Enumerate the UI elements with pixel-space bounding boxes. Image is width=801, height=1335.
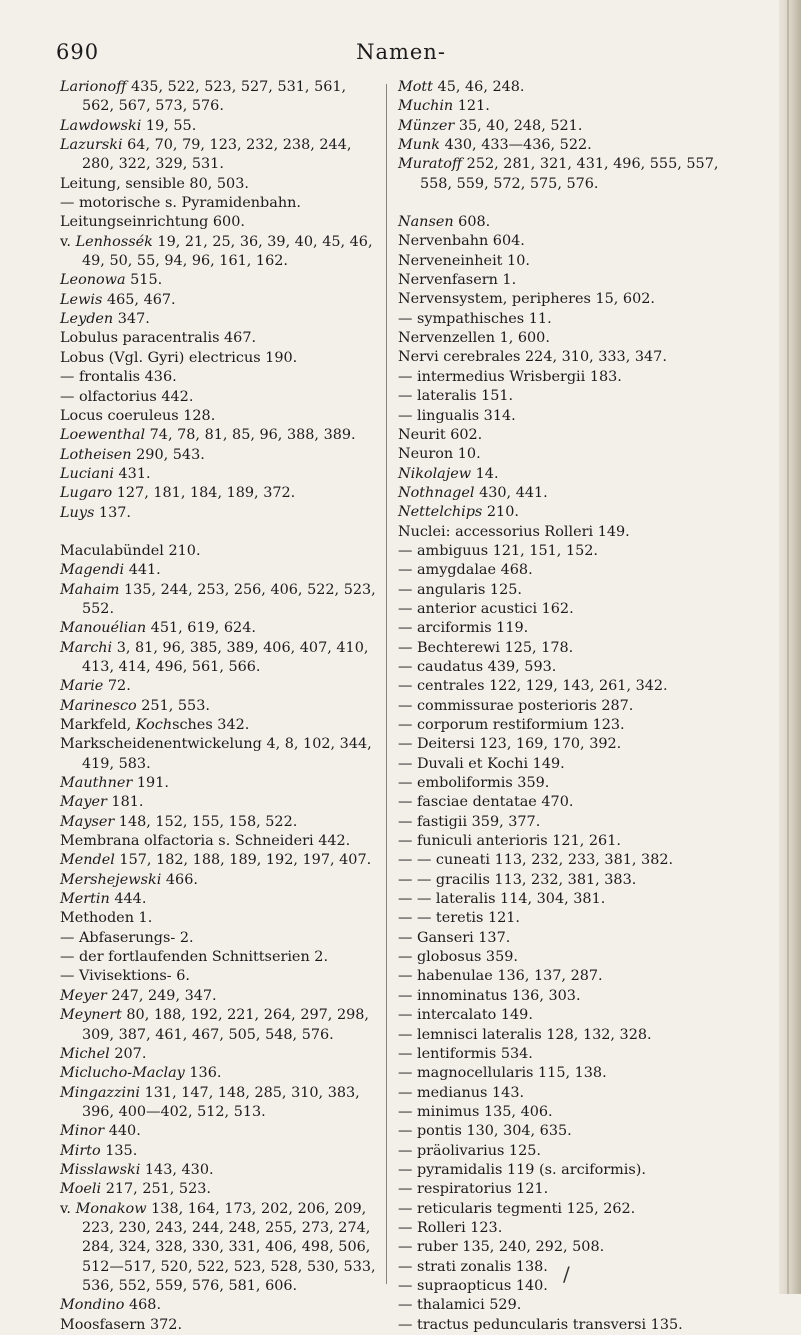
index-entry: [60, 639, 382, 678]
entry-text: Nervenbahn 604.: [398, 233, 525, 250]
entry-text: — emboliformis 359.: [398, 775, 550, 792]
entry-text: v.: [60, 1200, 76, 1217]
index-entry: [398, 929, 744, 948]
entry-text: Lobus (Vgl. Gyri) electricus 190.: [60, 349, 298, 366]
entry-text: 251, 553.: [136, 697, 210, 714]
index-entry: [398, 1316, 744, 1335]
index-entry: [60, 1084, 382, 1123]
entry-text: — minimus 135, 406.: [398, 1103, 553, 1120]
index-entry: [398, 909, 744, 928]
index-entry: [398, 1161, 744, 1180]
entry-name: Moeli: [60, 1181, 102, 1198]
entry-name: Lugaro: [60, 485, 113, 502]
entry-text: 247, 249, 347.: [106, 987, 217, 1004]
entry-text: 3, 81, 96, 385, 389, 406, 407, 410, 413, 414, 496, 561, 566.: [82, 639, 369, 675]
entry-text: — intermedius Wrisbergii 183.: [398, 368, 622, 385]
entry-name: Marchi: [60, 639, 113, 656]
index-entry: [398, 813, 744, 832]
entry-text: — pontis 130, 304, 635.: [398, 1123, 572, 1140]
index-entry: [398, 155, 744, 194]
index-entry: [398, 716, 744, 735]
index-entry: [60, 1064, 382, 1083]
index-entry: [398, 484, 744, 503]
entry-text: — innominatus 136, 303.: [398, 987, 581, 1004]
index-entry: [60, 291, 382, 310]
entry-name: Nansen: [398, 214, 454, 231]
index-entry: [60, 465, 382, 484]
index-entry: [398, 1045, 744, 1064]
index-entry: [60, 909, 382, 928]
entry-text: 72.: [103, 678, 131, 695]
entry-text: — centrales 122, 129, 143, 261, 342.: [398, 678, 668, 695]
index-entry: [398, 967, 744, 986]
index-entry: [398, 851, 744, 870]
entry-text: 430, 433—436, 522.: [440, 137, 592, 154]
entry-name: Magendi: [60, 562, 125, 579]
entry-text: 468.: [124, 1297, 162, 1314]
entry-text: — arciformis 119.: [398, 620, 529, 637]
index-entry: [398, 890, 744, 909]
entry-text: 45, 46, 248.: [432, 79, 525, 95]
entry-text: 431.: [113, 465, 151, 482]
index-entry: [398, 697, 744, 716]
entry-text: — ruber 135, 240, 292, 508.: [398, 1239, 605, 1256]
entry-name: Nettelchips: [398, 504, 483, 521]
index-entry: [60, 697, 382, 716]
entry-text: 217, 251, 523.: [101, 1181, 211, 1198]
entry-text: 252, 281, 321, 431, 496, 555, 557, 558, 559, 572, 575, 576.: [420, 156, 719, 192]
entry-text: 430, 441.: [474, 484, 548, 501]
index-entry: [60, 735, 382, 774]
entry-name: Monakow: [75, 1200, 147, 1217]
entry-text: Neurit 602.: [398, 426, 483, 443]
index-entry: [60, 1006, 382, 1045]
entry-text: 135.: [100, 1142, 138, 1159]
entry-name: Munk: [398, 137, 440, 154]
index-entry: [398, 677, 744, 696]
entry-name: Lazurski: [60, 137, 123, 154]
index-entry: [60, 890, 382, 909]
index-entry: [398, 793, 744, 812]
entry-text: 347.: [113, 311, 150, 328]
index-entry: [60, 368, 382, 387]
index-entry: [398, 503, 744, 522]
entry-name: Lewis: [60, 291, 103, 308]
index-entry: [60, 1161, 382, 1180]
index-entry: [398, 658, 744, 677]
entry-name: Larionoff: [60, 79, 127, 95]
index-entry: [60, 929, 382, 948]
index-entry: [398, 1084, 744, 1103]
entry-name: Meyer: [60, 987, 107, 1004]
index-entry: [60, 1296, 382, 1315]
index-entry: [60, 504, 382, 523]
entry-text: — globosus 359.: [398, 949, 518, 966]
entry-name: Marinesco: [60, 697, 137, 714]
entry-text: — — gracilis 113, 232, 381, 383.: [398, 871, 637, 888]
index-entry: [60, 987, 382, 1006]
index-entry: [60, 813, 382, 832]
entry-text: 64, 70, 79, 123, 232, 238, 244, 280, 322, 329, 531.: [82, 137, 352, 173]
entry-name: Mershejewski: [60, 871, 162, 888]
entry-text: — — lateralis 114, 304, 381.: [398, 891, 606, 908]
entry-text: — der fortlaufenden Schnittserien 2.: [60, 949, 329, 966]
index-entry: [60, 542, 382, 561]
entry-name: Mahaim: [60, 581, 120, 598]
entry-text: — lingualis 314.: [398, 407, 516, 424]
entry-text: Locus coeruleus 128.: [60, 407, 216, 424]
entry-text: Nervenfasern 1.: [398, 272, 517, 289]
index-entry: [398, 348, 744, 367]
entry-name: Mayer: [60, 794, 107, 811]
index-entry: [60, 1316, 382, 1335]
index-entry: [60, 851, 382, 870]
entry-text: 290, 543.: [131, 446, 205, 463]
entry-text: — sympathisches 11.: [398, 310, 552, 327]
index-entry: [398, 871, 744, 890]
index-column-right: [398, 78, 744, 1335]
entry-text: Neuron 10.: [398, 446, 481, 463]
index-entry: [60, 793, 382, 812]
entry-text: Nervenzellen 1, 600.: [398, 330, 550, 347]
entry-text: — motorische s. Pyramidenbahn.: [60, 195, 301, 212]
index-entry: [398, 1238, 744, 1257]
footer-mark: /: [563, 1262, 570, 1286]
index-entry: [398, 78, 744, 97]
index-entry: [60, 175, 382, 194]
index-entry: [398, 426, 744, 445]
index-entry: [398, 1142, 744, 1161]
entry-text: sches 342.: [172, 717, 250, 733]
entry-text: 35, 40, 248, 521.: [454, 117, 583, 134]
entry-name: Manouélian: [60, 620, 147, 637]
entry-name: Mirto: [60, 1142, 101, 1159]
entry-text: Leitungseinrichtung 600.: [60, 214, 245, 231]
entry-text: — Abfaserungs- 2.: [60, 929, 194, 946]
index-entry: [398, 1064, 744, 1083]
entry-text: — Ganseri 137.: [398, 929, 511, 946]
entry-text: 210.: [482, 504, 519, 521]
entry-text: Membrana olfactoria s. Schneideri 442.: [60, 833, 351, 850]
entry-text: — commissurae posterioris 287.: [398, 697, 634, 714]
index-entry: [60, 388, 382, 407]
entry-name: Meynert: [60, 1007, 122, 1024]
entry-text: Markscheidenentwickelung 4, 8, 102, 344, 419, 583.: [60, 736, 372, 772]
entry-text: 440.: [104, 1123, 141, 1140]
entry-name: Mauthner: [60, 775, 133, 792]
entry-text: 131, 147, 148, 285, 310, 383, 396, 400—402, 512, 513.: [82, 1084, 360, 1120]
entry-text: — intercalato 149.: [398, 1007, 533, 1024]
entry-text: 466.: [161, 871, 198, 888]
entry-text: — supraopticus 140.: [398, 1277, 548, 1294]
index-entry: [398, 735, 744, 754]
index-entry: [60, 194, 382, 213]
index-entry: [398, 136, 744, 155]
index-entry: [60, 233, 382, 272]
entry-text: 191.: [132, 775, 169, 792]
entry-name: Mayser: [60, 813, 115, 830]
entry-text: — präolivarius 125.: [398, 1142, 541, 1159]
entry-text: v.: [60, 233, 76, 250]
entry-text: 435, 522, 523, 527, 531, 561, 562, 567, 573, 576.: [82, 79, 347, 115]
entry-name: Mendel: [60, 852, 115, 869]
index-entry: [60, 136, 382, 175]
entry-text: Maculabündel 210.: [60, 542, 201, 559]
entry-text: — frontalis 436.: [60, 369, 177, 386]
entry-name: Luciani: [60, 465, 114, 482]
index-column-left: [60, 78, 382, 1335]
entry-text: — funiculi anterioris 121, 261.: [398, 833, 621, 850]
page-edge: [779, 0, 801, 1294]
entry-text: — Bechterewi 125, 178.: [398, 639, 574, 656]
index-entry: [398, 1103, 744, 1122]
entry-text: Leitung, sensible 80, 503.: [60, 175, 249, 192]
entry-text: — amygdalae 468.: [398, 562, 533, 579]
entry-text: Nervi cerebrales 224, 310, 333, 347.: [398, 349, 667, 366]
entry-text: — Duvali et Kochi 149.: [398, 755, 565, 772]
index-entry: [60, 716, 382, 735]
index-entry: [398, 832, 744, 851]
entry-text: 444.: [109, 891, 147, 908]
index-entry: [60, 426, 382, 445]
entry-text: — angularis 125.: [398, 581, 522, 598]
index-entry: [398, 387, 744, 406]
index-entry: [398, 271, 744, 290]
entry-text: — magnocellularis 115, 138.: [398, 1065, 607, 1082]
index-entry: [60, 271, 382, 290]
index-entry: [60, 78, 382, 117]
entry-text: 143, 430.: [140, 1161, 214, 1178]
index-entry: [398, 581, 744, 600]
entry-text: Moosfasern 372.: [60, 1316, 183, 1333]
index-entry: [398, 310, 744, 329]
index-entry: [398, 1026, 744, 1045]
entry-text: — — teretis 121.: [398, 910, 521, 927]
entry-text: 148, 152, 155, 158, 522.: [114, 813, 298, 830]
index-entry: [398, 542, 744, 561]
index-entry: [60, 484, 382, 503]
entry-name: Lotheisen: [60, 446, 132, 463]
index-entry: [60, 677, 382, 696]
entry-text: — strati zonalis 138.: [398, 1258, 548, 1275]
entry-text: — anterior acustici 162.: [398, 600, 574, 617]
running-head: Namen-: [356, 40, 446, 64]
column-divider: [386, 84, 387, 1284]
entry-name: Nothnagel: [398, 484, 475, 501]
index-entry: [60, 349, 382, 368]
entry-text: 121.: [453, 98, 490, 115]
index-entry: [398, 561, 744, 580]
entry-text: 135, 244, 253, 256, 406, 522, 523, 552.: [82, 581, 376, 617]
index-entry: [398, 407, 744, 426]
entry-name: Loewenthal: [60, 427, 146, 444]
entry-text: — tractus peduncularis transversi 135.: [398, 1316, 683, 1333]
index-entry: [60, 1200, 382, 1297]
entry-text: — olfactorius 442.: [60, 388, 194, 405]
index-entry: [398, 465, 744, 484]
page-number: 690: [56, 40, 100, 64]
entry-text: Nuclei: accessorius Rolleri 149.: [398, 523, 630, 540]
entry-text: Lobulus paracentralis 467.: [60, 330, 257, 347]
entry-name: Minor: [60, 1123, 105, 1140]
index-entry: [398, 232, 744, 251]
entry-name: Nikolajew: [398, 465, 472, 482]
entry-text: — ambiguus 121, 151, 152.: [398, 542, 598, 559]
index-entry: [398, 1296, 744, 1315]
index-entry: [60, 329, 382, 348]
index-entry: [398, 1258, 744, 1277]
entry-text: Methoden 1.: [60, 910, 153, 927]
entry-text: 138, 164, 173, 202, 206, 209, 223, 230, 243, 244, 248, 255, 273, 274, 284, 324, 328, 330, 331, 406, 498, 506, 512—517, 520, 522, 523, 528, 530, 533, 536, 552, 559, 576, 581, 606.: [82, 1200, 376, 1294]
entry-text: — thalamici 529.: [398, 1297, 522, 1314]
index-entry: [398, 1277, 744, 1296]
index-entry: [398, 619, 744, 638]
index-entry: [398, 368, 744, 387]
index-entry: [398, 755, 744, 774]
entry-name: Mondino: [60, 1297, 125, 1314]
entry-text: 181.: [106, 794, 144, 811]
index-entry: [398, 774, 744, 793]
entry-text: — fastigii 359, 377.: [398, 813, 541, 830]
entry-text: — lemnisci lateralis 128, 132, 328.: [398, 1026, 652, 1043]
index-entry: [60, 619, 382, 638]
index-entry: [60, 1142, 382, 1161]
index-entry: [398, 252, 744, 271]
entry-text: — pyramidalis 119 (s. arciformis).: [398, 1161, 646, 1178]
index-entry: [60, 774, 382, 793]
index-entry: [60, 213, 382, 232]
index-entry: [60, 1045, 382, 1064]
entry-name: Münzer: [398, 117, 455, 134]
index-entry: [60, 561, 382, 580]
entry-name: Leonowa: [60, 272, 126, 289]
entry-text: — Vivisektions- 6.: [60, 968, 190, 985]
index-entry: [398, 987, 744, 1006]
entry-text: 207.: [109, 1045, 147, 1062]
entry-text: — caudatus 439, 593.: [398, 658, 557, 675]
entry-text: 80, 188, 192, 221, 264, 297, 298, 309, 387, 461, 467, 505, 548, 576.: [82, 1007, 369, 1043]
entry-text: — Deitersi 123, 169, 170, 392.: [398, 736, 622, 753]
entry-name: Leyden: [60, 311, 114, 328]
entry-name: Luys: [60, 504, 95, 521]
entry-name: Misslawski: [60, 1161, 141, 1178]
index-entry: [398, 1200, 744, 1219]
entry-text: — reticularis tegmenti 125, 262.: [398, 1200, 636, 1217]
index-entry: [60, 1122, 382, 1141]
entry-text: — medianus 143.: [398, 1084, 525, 1101]
entry-text: Markfeld,: [60, 717, 136, 733]
entry-text: — corporum restiformium 123.: [398, 717, 625, 733]
index-entry: [398, 1180, 744, 1199]
index-entry: [398, 445, 744, 464]
entry-name: Marie: [60, 678, 104, 695]
entry-name: Koch: [135, 717, 173, 733]
index-entry: [60, 871, 382, 890]
index-entry: [60, 832, 382, 851]
entry-name: Lenhossék: [75, 233, 153, 250]
entry-text: — fasciae dentatae 470.: [398, 794, 574, 811]
index-entry: [60, 446, 382, 465]
index-entry: [398, 117, 744, 136]
index-entry: [60, 407, 382, 426]
entry-text: — respiratorius 121.: [398, 1181, 549, 1198]
index-entry: [398, 1006, 744, 1025]
index-entry: [398, 97, 744, 116]
index-entry: [398, 639, 744, 658]
entry-name: Muratoff: [398, 156, 463, 173]
entry-text: 14.: [471, 465, 499, 482]
index-entry: [398, 523, 744, 542]
entry-text: 157, 182, 188, 189, 192, 197, 407.: [114, 852, 372, 869]
entry-text: — Rolleri 123.: [398, 1219, 503, 1236]
entry-name: Mertin: [60, 891, 110, 908]
entry-text: 127, 181, 184, 189, 372.: [112, 485, 296, 502]
index-entry: [398, 948, 744, 967]
entry-text: 137.: [94, 504, 131, 521]
entry-name: Mott: [398, 79, 433, 95]
entry-text: 465, 467.: [102, 291, 176, 308]
entry-text: — lentiformis 534.: [398, 1045, 533, 1062]
entry-text: — habenulae 136, 137, 287.: [398, 968, 603, 985]
entry-name: Michel: [60, 1045, 110, 1062]
index-entry: [398, 329, 744, 348]
entry-name: Mingazzini: [60, 1084, 141, 1101]
entry-text: 74, 78, 81, 85, 96, 388, 389.: [145, 427, 356, 444]
entry-text: 608.: [453, 214, 491, 231]
index-entry: [398, 290, 744, 309]
entry-text: — lateralis 151.: [398, 388, 514, 405]
entry-text: 19, 21, 25, 36, 39, 40, 45, 46, 49, 50, 55, 94, 96, 161, 162.: [82, 233, 373, 270]
index-entry: [60, 581, 382, 620]
index-entry: [60, 967, 382, 986]
entry-name: Miclucho-Maclay: [60, 1065, 185, 1082]
index-entry: [398, 600, 744, 619]
entry-text: 451, 619, 624.: [146, 620, 256, 637]
entry-text: 441.: [124, 562, 161, 579]
entry-text: 515.: [125, 272, 163, 289]
index-entry: [398, 213, 744, 232]
entry-text: — — cuneati 113, 232, 233, 381, 382.: [398, 852, 674, 869]
entry-name: Muchin: [398, 98, 454, 115]
page-header: [56, 40, 746, 70]
index-entry: [398, 1219, 744, 1238]
index-entry: [60, 310, 382, 329]
index-entry: [398, 1122, 744, 1141]
index-entry: [60, 117, 382, 136]
entry-text: Nerveneinheit 10.: [398, 252, 530, 269]
index-entry: [60, 948, 382, 967]
entry-name: Lawdowski: [60, 117, 142, 134]
entry-text: Nervensystem, peripheres 15, 602.: [398, 291, 655, 308]
index-entry: [60, 1180, 382, 1199]
entry-text: 136.: [184, 1065, 222, 1082]
entry-text: 19, 55.: [141, 117, 197, 134]
